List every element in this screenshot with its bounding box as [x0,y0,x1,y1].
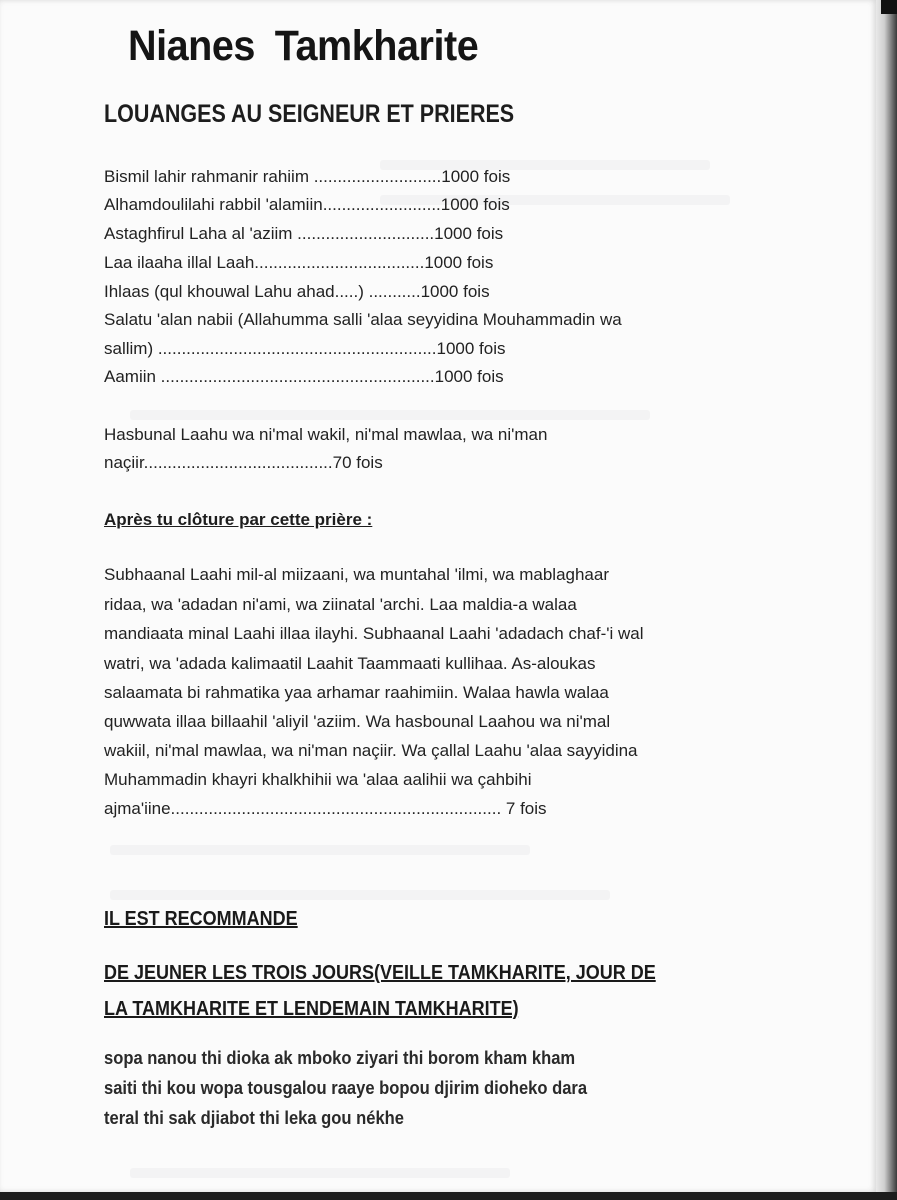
bleed-through [110,845,530,855]
wolof-line: teral thi sak djiabot thi leka gou nékhe [104,1108,404,1128]
praise-line: Salatu 'alan nabii (Allahumma salli 'alaa seyyidina Mouhammadin wa [104,310,622,329]
prayer-line: salaamata bi rahmatika yaa arhamar raahimiin. Walaa hawla walaa [104,683,609,702]
prayer-line: ajma'iine...................................................................... 7 fois [104,799,547,818]
hasbunal-line: naçiir........................................70 fois [104,453,383,472]
page-bottom-shadow [0,1192,897,1200]
prayer-line: Subhaanal Laahi mil-al miizaani, wa muntahal 'ilmi, wa mablaghaar [104,565,610,584]
prayer-line: wakiil, ni'mal mawlaa, wa ni'man naçiir. Wa çallal Laahu 'alaa sayyidina [104,741,638,760]
hasbunal-line: Hasbunal Laahu wa ni'mal wakil, ni'mal mawlaa, wa ni'man [104,425,548,444]
prayer-line: ridaa, wa 'adadan ni'ami, wa ziinatal 'archi. Laa maldia-a walaa [104,595,577,614]
bleed-through [130,410,650,420]
prayer-line: quwwata illaa billaahil 'aliyil 'aziim. Wa hasbounal Laahou wa ni'mal [104,712,611,731]
praise-line: sallim) ...........................................................1000 fois [104,339,506,358]
page-title: Nianes Tamkharite [128,22,479,70]
praise-line: Ihlaas (qul khouwal Lahu ahad.....) ...........1000 fois [104,282,490,301]
praise-line: Bismil lahir rahmanir rahiim ...........................1000 fois [104,167,511,186]
praise-line: Laa ilaaha illal Laah....................................1000 fois [104,253,494,272]
praise-line: Astaghfirul Laha al 'aziim .............................1000 fois [104,224,504,243]
bleed-through [130,1168,510,1178]
wolof-line: sopa nanou thi dioka ak mboko ziyari thi borom kham kham [104,1048,576,1068]
bleed-through [110,890,610,900]
fasting-line: LA TAMKHARITE ET LENDEMAIN TAMKHARITE) [104,998,519,1020]
corner-mark [881,0,897,14]
section-title: LOUANGES AU SEIGNEUR ET PRIERES [104,100,515,128]
prayer-line: mandiaata minal Laahi illaa ilayhi. Subhaanal Laahi 'adadach chaf-'i wal [104,624,644,643]
closing-heading: Après tu clôture par cette prière : [104,510,373,529]
wolof-line: saiti thi kou wopa tousgalou raaye bopou djirim dioheko dara [104,1078,588,1098]
fasting-line: DE JEUNER LES TROIS JOURS(VEILLE TAMKHARITE, JOUR DE [104,962,656,984]
praise-line: Alhamdoulilahi rabbil 'alamiin.........................1000 fois [104,195,510,214]
prayer-line: watri, wa 'adada kalimaatil Laahit Taammaati kullihaa. As-aloukas [104,654,596,673]
praise-line: Aamiin ..........................................................1000 fois [104,367,504,386]
prayer-line: Muhammadin khayri khalkhihii wa 'alaa aalihii wa çahbihi [104,770,532,789]
page-edge-shadow [876,0,897,1200]
recommend-heading: IL EST RECOMMANDE [104,908,298,930]
